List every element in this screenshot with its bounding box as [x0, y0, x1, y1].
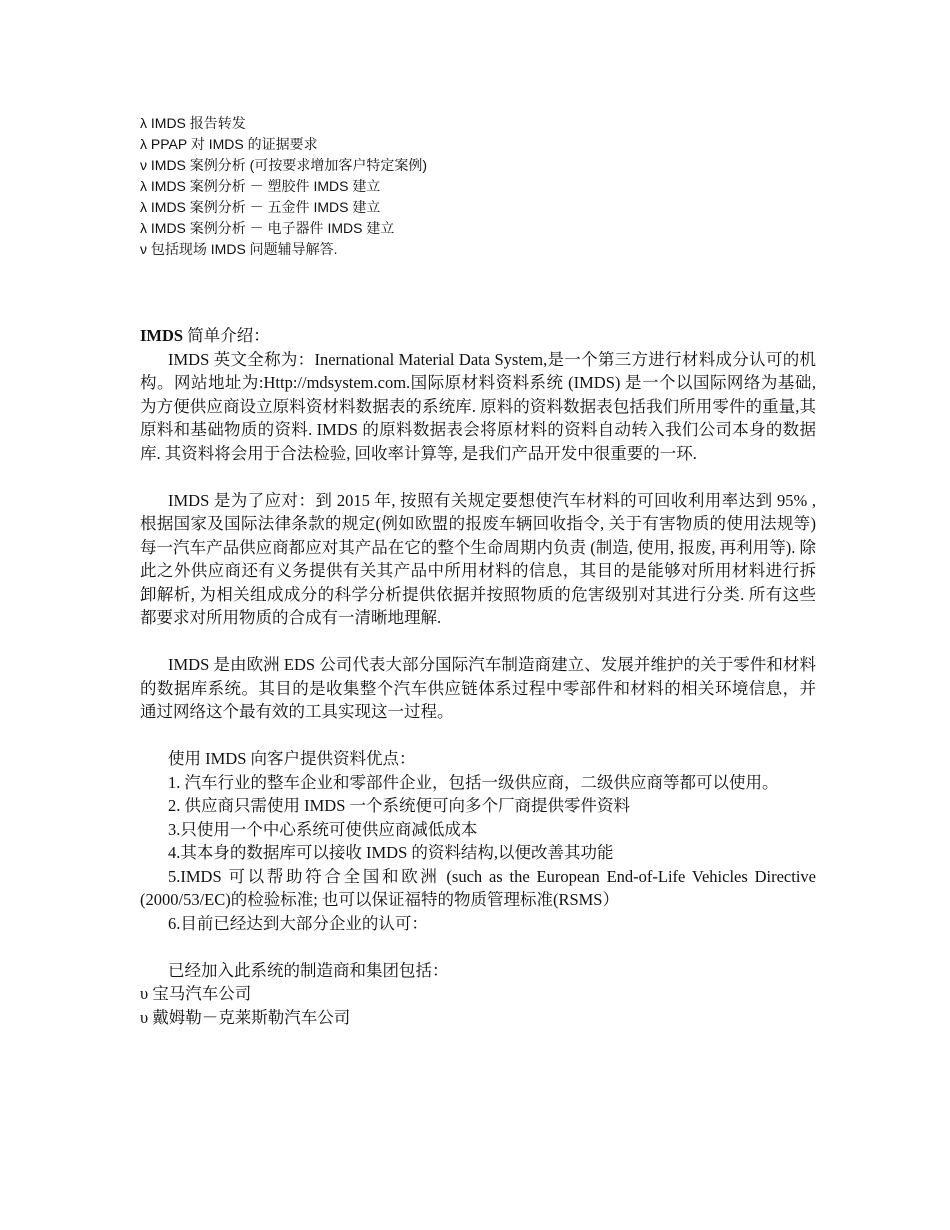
- paragraph-spacer: [140, 935, 816, 959]
- paragraph-spacer: [140, 465, 816, 489]
- heading-text: 简单介绍：: [183, 326, 270, 345]
- paragraph-spacer: [140, 630, 816, 654]
- paragraph-intro: IMDS 英文全称为：Inernational Material Data System,是一个第三方进行材料成分认可的机构。网站地址为:Http://mdsystem.com.国际原材料资料系统 (IMDS) 是一个以国际网络为基础, 为方便供应商设立原料资材料数据表的系统库. 原料的资料数据表包括我们所用零件的重量,其原料和基础物质的资料. IMDS 的原料数据表会将原材料的资料自动转入我们公司本身的数据库. 其资料将会用于合法检验, 回收率计算等, 是我们产品开发中很重要的一环.: [140, 349, 816, 463]
- training-topics-list: [140, 113, 820, 260]
- advantages-title: 使用 IMDS 向客户提供资料优点：: [168, 749, 416, 768]
- member-item: υ 宝马汽车公司: [140, 984, 252, 1003]
- list-item: λ IMDS 案例分析 － 五金件 IMDS 建立: [140, 199, 381, 215]
- section-heading: [140, 324, 816, 348]
- list-item: ν IMDS 案例分析 (可按要求增加客户特定案例): [140, 157, 427, 173]
- list-item: λ IMDS 案例分析 － 电子器件 IMDS 建立: [140, 220, 395, 236]
- members-title: 已经加入此系统的制造商和集团包括：: [168, 960, 449, 980]
- heading-bold-text: IMDS: [140, 326, 184, 345]
- paragraph-spacer: [140, 724, 816, 748]
- advantage-item: 5.IMDS 可以帮助符合全国和欧洲 (such as the European End-of-Life Vehicles Directive (2000/53/EC)的检验标准; 也可以保证福特的物质管理标准(RSMS）: [140, 866, 816, 909]
- advantage-item: 1. 汽车行业的整车企业和零部件企业，包括一级供应商，二级供应商等都可以使用。: [168, 772, 779, 792]
- list-item: λ PPAP 对 IMDS 的证据要求: [140, 136, 318, 152]
- paragraph-purpose: IMDS 是为了应对：到 2015 年, 按照有关规定要想使汽车材料的可回收利用率达到 95% ,根据国家及国际法律条款的规定(例如欧盟的报废车辆回收指令, 关于有害物质的使用法规等) 每一汽车产品供应商都应对其产品在它的整个生命周期内负责 (制造, 使用, 报废, 再利用等). 除此之外供应商还有义务提供有关其产品中所用材料的信息，其目的是能够对所用材料进行拆卸解析, 为相关组成成分的科学分析提供依据并按照物质的危害级别对其进行分类. 所有这些都要求对所用物质的合成有一清晰地理解.: [140, 490, 816, 627]
- advantage-item: 6.目前已经达到大部分企业的认可：: [168, 913, 428, 933]
- member-item: υ 戴姆勒－克莱斯勒汽车公司: [140, 1007, 351, 1027]
- list-item: λ IMDS 案例分析 － 塑胶件 IMDS 建立: [140, 178, 381, 194]
- list-item: ν 包括现场 IMDS 问题辅导解答.: [140, 241, 338, 257]
- list-item: λ IMDS 报告转发: [140, 115, 246, 131]
- paragraph-background: IMDS 是由欧洲 EDS 公司代表大部分国际汽车制造商建立、发展并维护的关于零件和材料的数据库系统。其目的是收集整个汽车供应链体系过程中零部件和材料的相关环境信息，并通过网络这个最有效的工具实现这一过程。: [140, 655, 816, 721]
- document-body: [140, 324, 816, 1029]
- advantage-item: 2. 供应商只需使用 IMDS 一个系统便可向多个厂商提供零件资料: [168, 796, 631, 815]
- advantage-item: 4.其本身的数据库可以接收 IMDS 的资料结构,以便改善其功能: [168, 843, 614, 862]
- advantage-item: 3.只使用一个中心系统可使供应商减低成本: [168, 819, 478, 839]
